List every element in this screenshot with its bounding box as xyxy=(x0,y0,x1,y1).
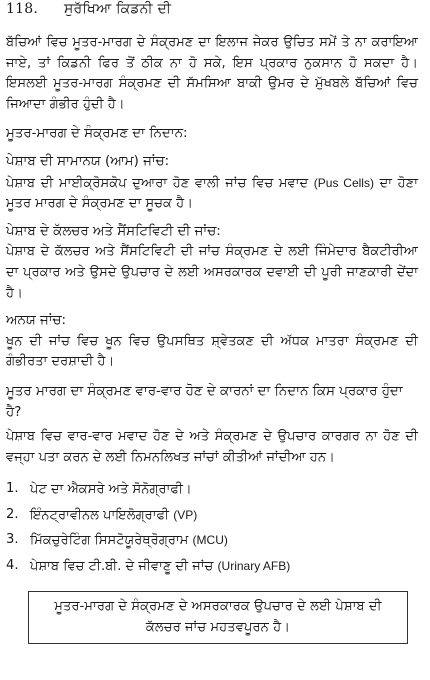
recurrence-question: ਮੂਤਰ ਮਾਰਗ ਦਾ ਸੰਕ੍ਰਮਣ ਵਾਰ-ਵਾਰ ਹੋਣ ਦੇ ਕਾਰਨਾਂ ਦਾ ਨਿਦਾਨ ਕਿਸ ਪ੍ਰਕਾਰ ਹੁੰਦਾ ਹੈ? xyxy=(6,383,403,420)
list-item-text xyxy=(30,554,290,580)
routine-test-heading: ਪੇਸ਼ਾਬ ਦੀ ਸਾਮਾਨਯ (ਆਮ) ਜਾਂਚ: xyxy=(6,153,170,169)
culture-test-heading: ਪੇਸ਼ਾਬ ਦੇ ਕੱਲਚਰ ਅਤੇ ਸੈਂਸਟਿਵਿਟੀ ਦੀ ਜਾਂਚ: xyxy=(6,223,221,239)
list-item-abbrev: (Urinary AFB) xyxy=(217,558,291,573)
list-item-number: 4. xyxy=(6,557,19,573)
tests-list xyxy=(6,477,418,579)
highlight-box: ਮੂਤਰ-ਮਾਰਗ ਦੇ ਸੰਕ੍ਰਮਣ ਦੇ ਅਸਰਕਾਰਕ ਉਪਚਾਰ ਦੇ ਲਈ ਪੇਸ਼ਾਬ ਦੀ ਕੱਲਚਰ ਜਾਂਚ ਮਹਤਵਪੂਰਨ ਹੈ। xyxy=(28,591,408,644)
list-item-label: ਮਿੱਕਚੁਰੇਟਿੰਗ ਸਿਸਟੋਯੂਰੇਥ੍ਰੋਗ੍ਰਾਮ xyxy=(30,533,193,549)
page-header xyxy=(6,1,418,25)
list-item xyxy=(6,477,418,503)
list-item-abbrev: (VP) xyxy=(173,507,198,522)
list-item-text xyxy=(30,477,192,503)
list-item-label: ਪੇਸ਼ਾਬ ਵਿਚ ਟੀ.ਬੀ. ਦੇ ਜੀਵਾਣੂ ਦੀ ਜਾਂਚ xyxy=(30,558,218,574)
list-item-text xyxy=(30,503,197,529)
routine-text-before: ਪੇਸ਼ਾਬ ਦੀ ਮਾਈਕ੍ਰੋਸਕੋਪ ਦੁਆਰਾ ਹੋਣ ਵਾਲੀ ਜਾਂਚ ਵਿਚ ਮਵਾਦ xyxy=(6,175,314,191)
routine-test-paragraph xyxy=(6,173,418,215)
list-item-number: 1. xyxy=(6,481,19,497)
list-item-label: ਪੇਟ ਦਾ ਐਕਸਰੇ ਅਤੇ ਸੋਨੋਗ੍ਰਾਫੀ। xyxy=(30,482,192,498)
list-item xyxy=(6,503,418,529)
page-number: 118. xyxy=(6,1,38,17)
other-test-paragraph: ਖੂਨ ਦੀ ਜਾਂਚ ਵਿਚ ਖੂਨ ਵਿਚ ਉਪਸਥਿਤ ਸ਼੍ਵੇਤਕਣ ਦੀ ਅੱਧਕ ਮਾਤਰਾ ਸੰਕ੍ਰਮਣ ਦੀ ਗੰਭੀਰਤਾ ਦਰਸ਼ਾਦੀ ਹੈ। xyxy=(6,333,418,370)
list-item xyxy=(6,554,418,580)
list-item xyxy=(6,528,418,554)
list-item-label: ਇੰਨਟ੍ਰਾਵੀਨਲ ਪਾਇਲੋਗ੍ਰਾਫੀ xyxy=(30,507,174,523)
diagnosis-heading: ਮੂਤਰ-ਮਾਰਗ ਦੇ ਸੰਕ੍ਰਮਣ ਦਾ ਨਿਦਾਨ: xyxy=(6,126,188,142)
list-item-abbrev: (MCU) xyxy=(192,533,228,548)
list-item-number: 2. xyxy=(6,506,19,522)
running-title: ਸੁਰੱਖਿਆ ਕਿਡਨੀ ਦੀ xyxy=(64,1,172,17)
intro-paragraph: ਬੱਚਿਆਂ ਵਿਚ ਮੂਤਰ-ਮਾਰਗ ਦੇ ਸੰਕ੍ਰਮਣ ਦਾ ਇਲਾਜ ਜੇਕਰ ਉਚਿਤ ਸਮੇਂ ਤੇ ਨਾ ਕਰਾਇਆ ਜਾਏ, ਤਾਂ ਕਿਡਨੀ ਫਿਰ ਤੋਂ ਠੀਕ ਨਾ ਹੋ ਸਕੇ, ਇਸ ਪ੍ਰਕਾਰ ਨੁਕਸਾਨ ਹੋ ਸਕਦਾ ਹੈ। ਇਸਲਈ ਮੂਤਰ-ਮਾਰਗ ਸੰਕ੍ਰਮਣ ਦੀ ਸੱਮਸਿਆ ਬਾਕੀ ਉਮਰ ਦੇ ਮੁੱਖਬਲੇ ਬੱਚਿਆਂ ਵਿਚ ਜਿਆਦਾ ਗੰਭੀਰ ਹੁੰਦੀ ਹੈ। xyxy=(6,35,418,112)
routine-text-after: ਦਾ ਹੋਣਾ ਮੂਤਰ ਮਾਰਗ ਦੇ ਸੰਕ੍ਰਮਣ ਦਾ ਸੂਚਕ ਹੈ। xyxy=(6,175,418,212)
list-item-number: 3. xyxy=(6,532,19,548)
recurrence-answer: ਪੇਸ਼ਾਬ ਵਿਚ ਵਾਰ-ਵਾਰ ਮਵਾਦ ਹੋਣ ਦੇ ਅਤੇ ਸੰਕ੍ਰਮਣ ਦੇ ਉਪਚਾਰ ਕਾਰਗਰ ਨਾ ਹੋਣ ਦੀ ਵਜ੍ਹਾ ਪਤਾ ਕਰਨ ਦੇ ਲਈ ਨਿਮਨਲਿਖਤ ਜਾਂਚਾਂ ਕੀਤੀਆਂ ਜਾਂਦੀਆ ਹਨ। xyxy=(6,429,418,465)
list-item-text xyxy=(30,528,228,554)
pus-cells-term: (Pus Cells) xyxy=(313,175,374,190)
culture-test-paragraph: ਪੇਸ਼ਾਬ ਦੇ ਕੱਲਚਰ ਅਤੇ ਸੈਂਸਟਿਵਿਟੀ ਦੀ ਜਾਂਚ ਸੰਕ੍ਰਮਣ ਦੇ ਲਈ ਜਿੰਮੇਦਾਰ ਬੈਕਟੀਰੀਆ ਦਾ ਪ੍ਰਕਾਰ ਅਤੇ ਉਸਦੇ ਉਪਚਾਰ ਦੇ ਲਈ ਅਸਰਕਾਰਕ ਦਵਾਈ ਦੀ ਪੂਰੀ ਜਾਣਕਾਰੀ ਦੇਂਦਾ ਹੈ। xyxy=(6,244,418,301)
other-test-heading: ਅਨਯ ਜਾਂਚ: xyxy=(6,313,67,329)
